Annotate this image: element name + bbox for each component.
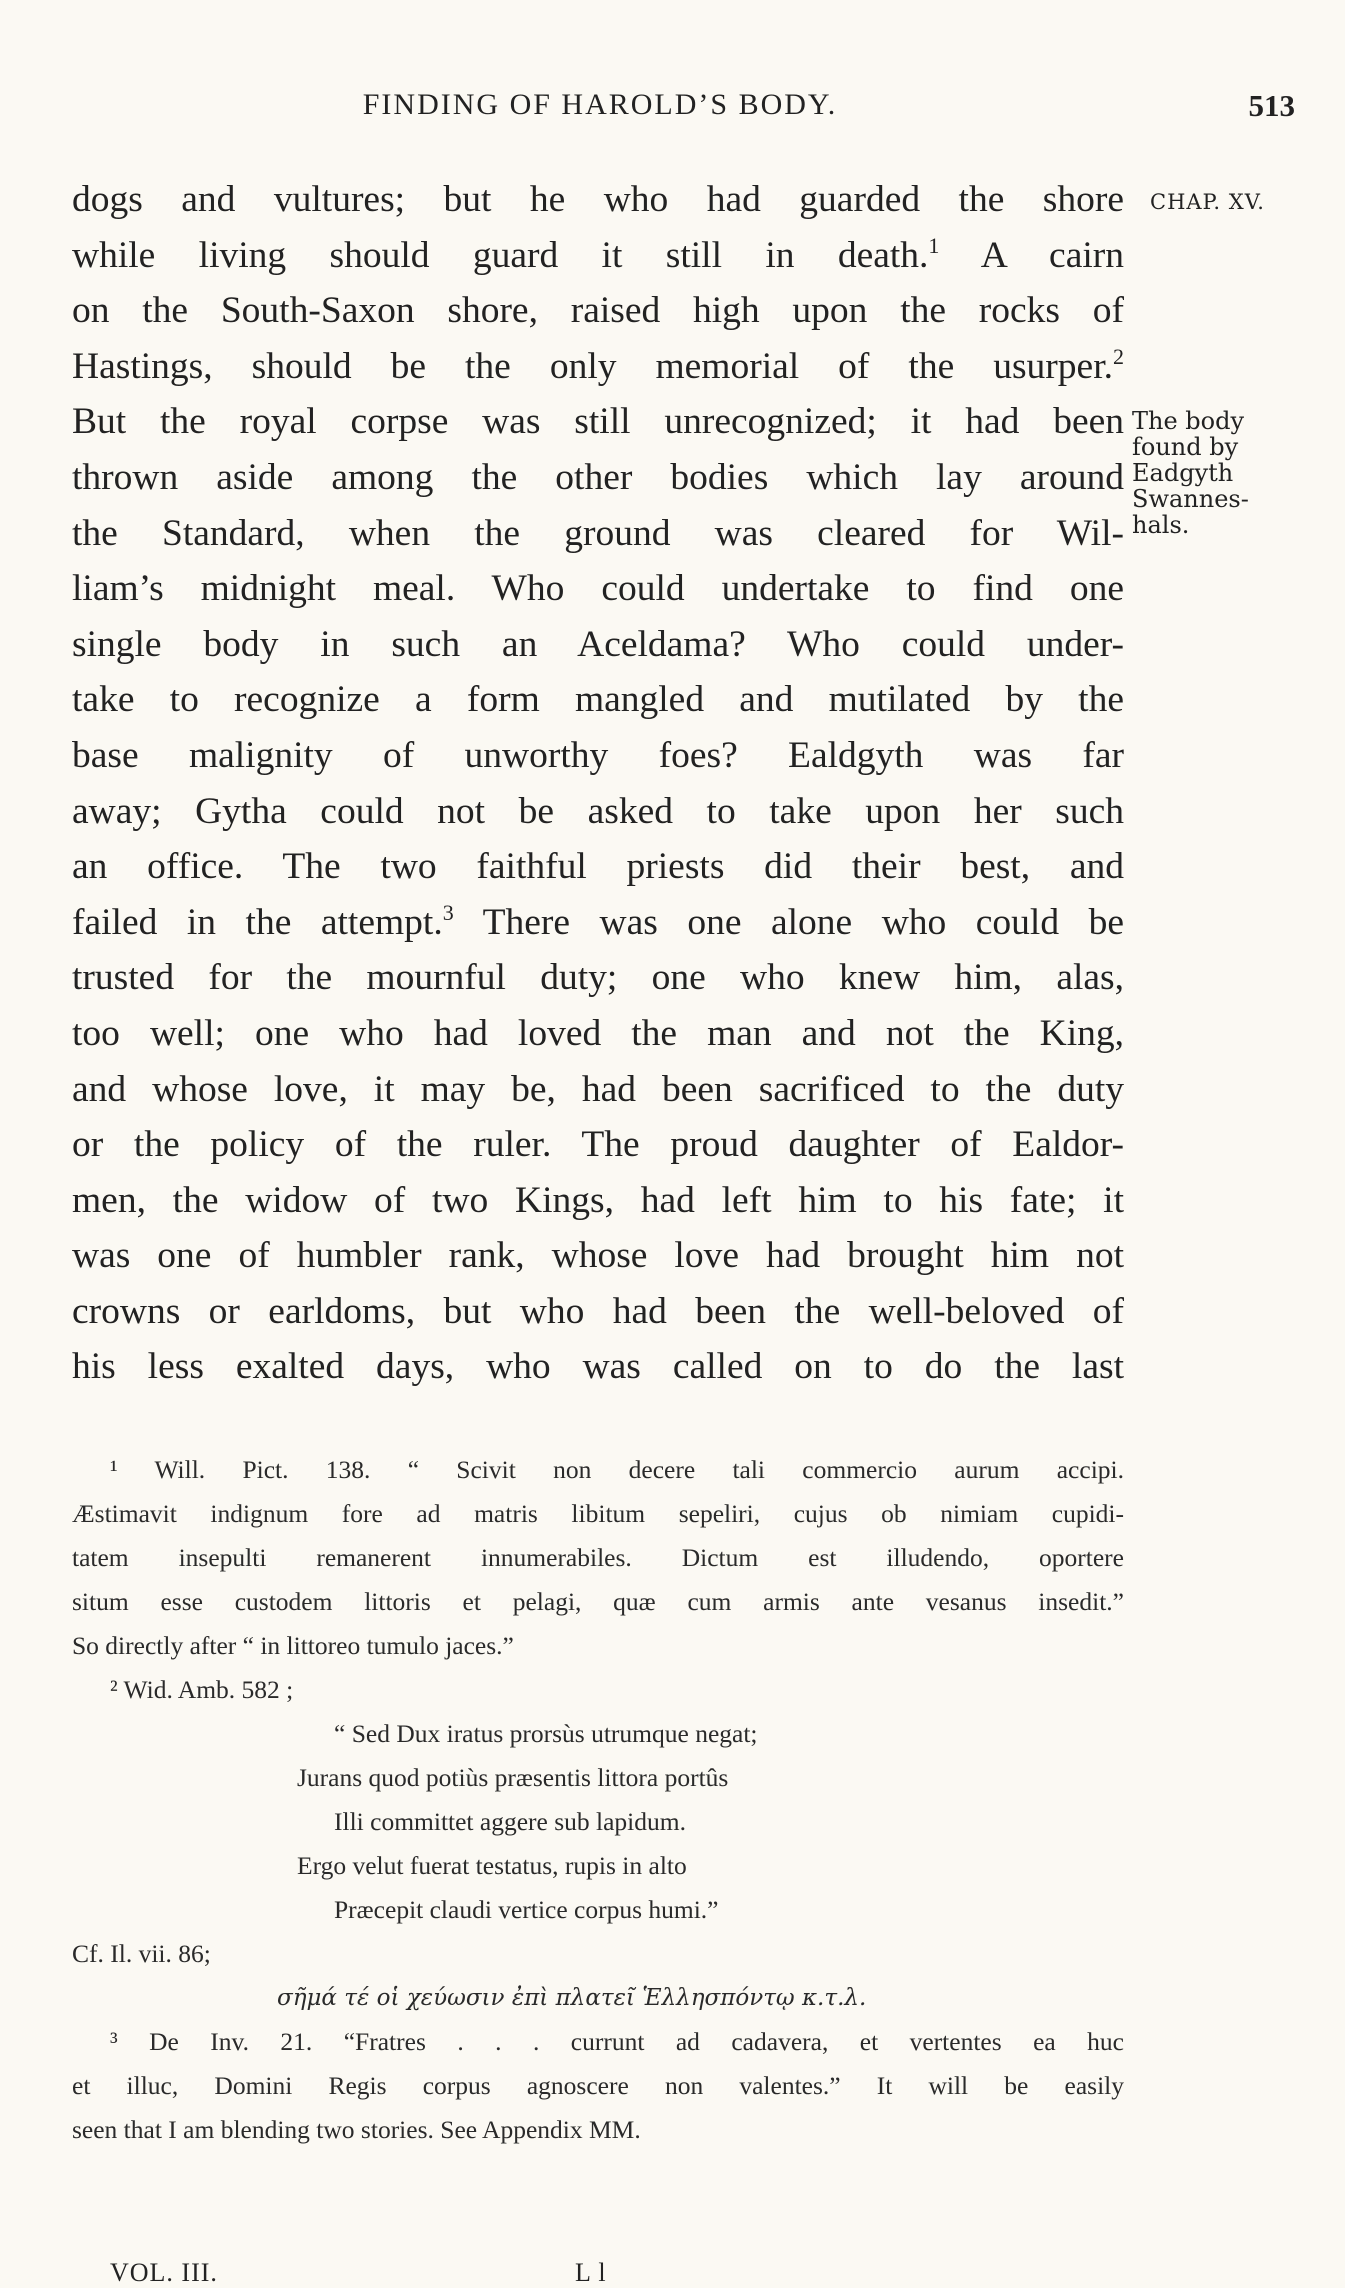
footnote-ref: 2 bbox=[1113, 343, 1124, 369]
page-footer bbox=[110, 2258, 1010, 2288]
body-line: base malignity of unworthy foes? Ealdgyth was far bbox=[72, 734, 1124, 776]
body-line: away; Gytha could not be asked to take upon her such bbox=[72, 790, 1124, 832]
body-line-text: failed in the attempt. bbox=[72, 901, 443, 943]
body-line: take to recognize a form mangled and mutilated by the bbox=[72, 679, 1124, 721]
body-line: men, the widow of two Kings, had left him to his fate; it bbox=[72, 1179, 1124, 1221]
body-line bbox=[72, 895, 1124, 951]
body-line-text: Hastings, should be the only memorial of the usurper. bbox=[72, 345, 1113, 387]
side-note-line: Swannes- bbox=[1132, 485, 1249, 513]
verse-line: Illi committet aggere sub lapidum. bbox=[334, 1807, 686, 1836]
body-line: or the policy of the ruler. The proud daughter of Ealdor- bbox=[72, 1124, 1124, 1166]
footnote-ref: 1 bbox=[928, 232, 940, 258]
footnote-1-line: situm esse custodem littoris et pelagi, quæ cum armis ante vesanus insedit.” bbox=[72, 1587, 1124, 1616]
body-text bbox=[72, 172, 1124, 1395]
body-line: too well; one who had loved the man and not the King, bbox=[72, 1012, 1124, 1054]
footnote-1-line: ¹ Will. Pict. 138. “ Scivit non decere tali commercio aurum accipi. bbox=[110, 1455, 1124, 1484]
greek-quote: σῆμά τέ οἱ χεύωσιν ἐπὶ πλατεῖ Ἑλλησπόντῳ κ.τ.λ. bbox=[277, 1985, 867, 2011]
body-line bbox=[72, 339, 1124, 395]
verse-line: “ Sed Dux iratus prorsùs utrumque negat; bbox=[334, 1719, 758, 1748]
footnote-2-head: ² Wid. Amb. 582 ; bbox=[110, 1675, 294, 1704]
body-line: crowns or earldoms, but who had been the well-beloved of bbox=[72, 1290, 1124, 1332]
body-line: trusted for the mournful duty; one who knew him, alas, bbox=[72, 957, 1124, 999]
body-line: his less exalted days, who was called on to do the last bbox=[72, 1346, 1124, 1388]
side-note-line: The body bbox=[1132, 407, 1245, 435]
body-line: But the royal corpse was still unrecognized; it had been bbox=[72, 401, 1124, 443]
body-line-text: while living should guard it still in death. bbox=[72, 234, 929, 276]
verse-line: Ergo velut fuerat testatus, rupis in alto bbox=[297, 1851, 687, 1880]
side-note-line: hals. bbox=[1132, 511, 1190, 539]
body-line: dogs and vultures; but he who had guarded the shore bbox=[72, 179, 1124, 220]
body-line bbox=[72, 228, 1124, 284]
footnote-3-line: seen that I am blending two stories. See Appendix MM. bbox=[72, 2115, 641, 2144]
side-note-line: Eadgyth bbox=[1132, 459, 1234, 487]
body-line-text: A cairn bbox=[980, 234, 1124, 276]
footnote-3-line: et illuc, Domini Regis corpus agnoscere non valentes.” It will be easily bbox=[72, 2071, 1124, 2100]
footnote-2-cf: Cf. Il. vii. 86; bbox=[72, 1939, 211, 1968]
footnote-ref: 3 bbox=[442, 899, 454, 925]
body-line: liam’s midnight meal. Who could undertake to find one bbox=[72, 568, 1124, 610]
footnote-1-line: tatem insepulti remanerent innumerabiles. Dictum est illudendo, oportere bbox=[72, 1543, 1124, 1572]
body-line: and whose love, it may be, had been sacrificed to the duty bbox=[72, 1068, 1124, 1110]
body-line: an office. The two faithful priests did their best, and bbox=[72, 846, 1124, 888]
signature-mark: L l bbox=[575, 2258, 607, 2287]
body-line: thrown aside among the other bodies which lay around bbox=[72, 456, 1124, 498]
footnote-1-line: Æstimavit indignum fore ad matris libitum sepeliri, cujus ob nimiam cupidi- bbox=[72, 1499, 1124, 1528]
verse-line: Jurans quod potiùs præsentis littora portûs bbox=[297, 1763, 729, 1792]
body-line: single body in such an Aceldama? Who could under- bbox=[72, 623, 1124, 665]
body-line: the Standard, when the ground was cleared for Wil- bbox=[72, 512, 1124, 554]
chapter-marginal: CHAP. XV. bbox=[1150, 190, 1265, 214]
footnote-1-line: So directly after “ in littoreo tumulo jaces.” bbox=[72, 1631, 514, 1660]
volume-mark: VOL. III. bbox=[110, 2258, 218, 2287]
body-line-text: There was one alone who could be bbox=[482, 901, 1125, 943]
side-note bbox=[1132, 408, 1292, 538]
verse-line: Præcepit claudi vertice corpus humi.” bbox=[334, 1895, 719, 1924]
body-line: on the South-Saxon shore, raised high upon the rocks of bbox=[72, 290, 1124, 332]
running-title: FINDING OF HAROLD’S BODY. bbox=[362, 88, 838, 121]
side-note-line: found by bbox=[1132, 433, 1239, 461]
body-line: was one of humbler rank, whose love had brought him not bbox=[72, 1235, 1124, 1277]
page-number: 513 bbox=[1248, 88, 1295, 123]
footnotes bbox=[72, 1448, 1124, 2152]
footnote-3-line: ³ De Inv. 21. “Fratres . . . currunt ad cadavera, et vertentes ea huc bbox=[110, 2027, 1124, 2056]
